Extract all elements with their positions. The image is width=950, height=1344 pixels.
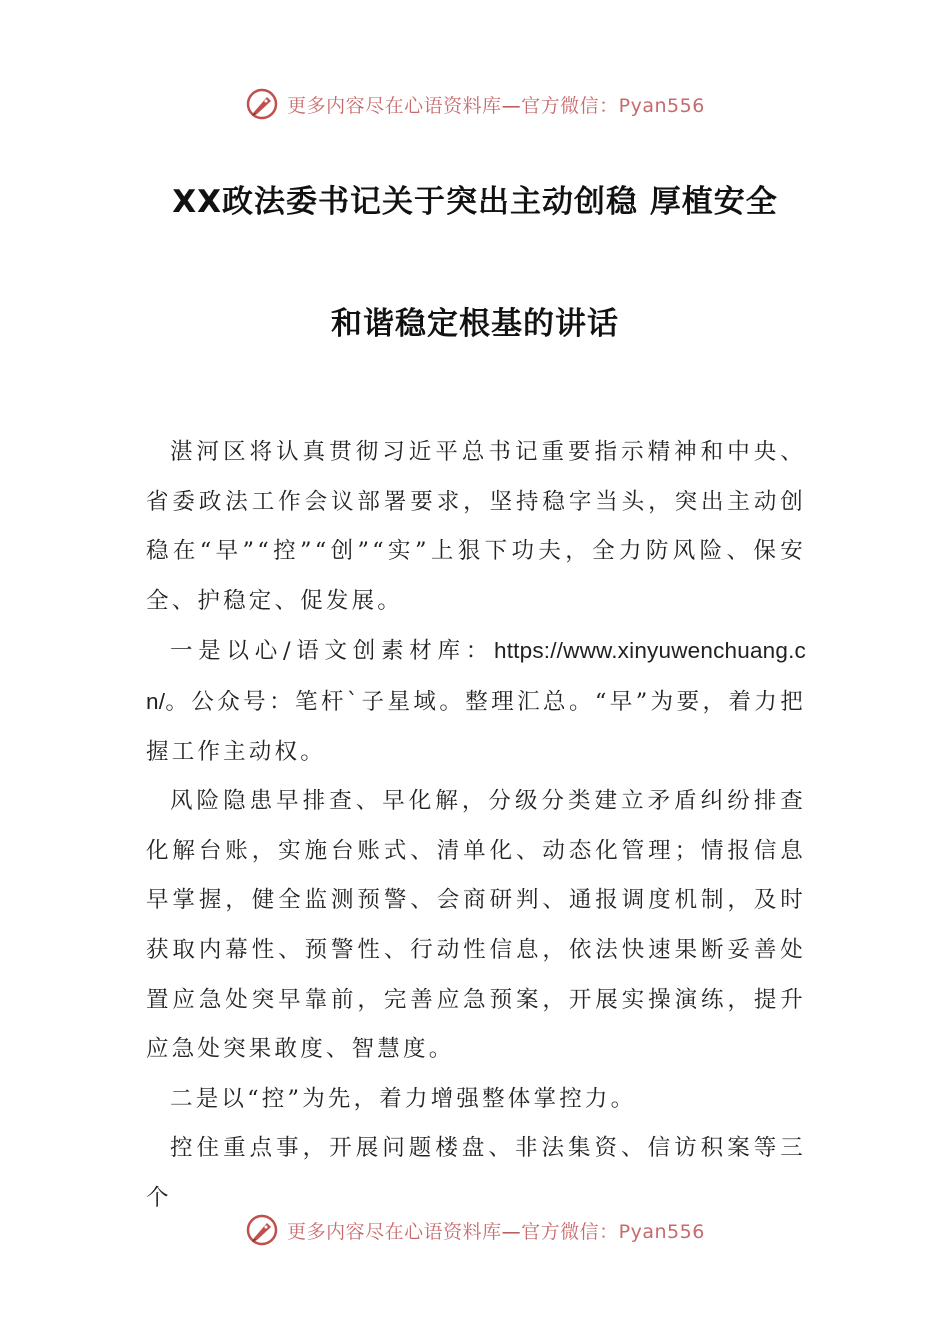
footer-watermark: [0, 1210, 950, 1250]
paragraph-prefix: 一是以心/语文创素材库：: [170, 638, 494, 665]
watermark-text: 更多内容尽在心语资料库—官方微信：Pyan556: [287, 94, 705, 117]
document-body: [146, 428, 806, 1224]
source-url: https://www.xinyuwenchuang.cn/: [146, 638, 806, 714]
document-title-line-1: XX政法委书记关于突出主动创稳 厚植安全: [172, 184, 778, 220]
paragraph: 湛河区将认真贯彻习近平总书记重要指示精神和中央、省委政法工作会议部署要求，坚持稳字当头，突出主动创稳在“早”“控”“创”“实”上狠下功夫，全力防风险、保安全、护稳定、促发展。: [146, 439, 806, 614]
paragraph-suffix: 。公众号：笔杆`子星域。整理汇总。“早”为要，着力把握工作主动权。: [146, 688, 806, 765]
paragraph: 风险隐患早排查、早化解，分级分类建立矛盾纠纷排查化解台账，实施台账式、清单化、动态化管理；情报信息早掌握，健全监测预警、会商研判、通报调度机制，及时获取内幕性、预警性、行动性信息，依法快速果断妥善处置应急处突早靠前，完善应急预案，开展实操演练，提升应急处突果敢度、智慧度。: [146, 788, 806, 1063]
paragraph: 控住重点事，开展问题楼盘、非法集资、信访积案等三个: [146, 1135, 806, 1211]
pen-nib-logo-icon: [245, 1213, 279, 1247]
pen-nib-logo-icon: [245, 87, 279, 121]
header-watermark: [0, 84, 950, 124]
watermark-text: 更多内容尽在心语资料库—官方微信：Pyan556: [287, 1220, 705, 1243]
paragraph: 二是以“控”为先，着力增强整体掌控力。: [170, 1085, 637, 1112]
paragraph-with-link: [146, 626, 806, 777]
document-title-line-2: 和谐稳定根基的讲话: [331, 306, 619, 342]
